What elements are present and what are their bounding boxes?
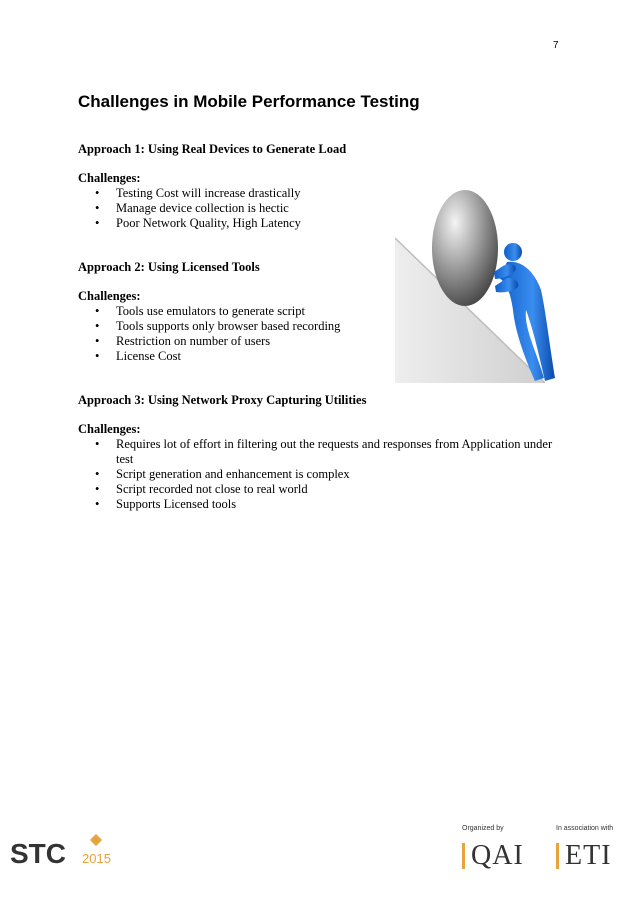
approach-heading: Approach 2: Using Licensed Tools — [78, 260, 260, 274]
list-item: • Requires lot of effort in filtering out the requests and responses from Application under test — [95, 437, 553, 466]
challenges-label: Challenges: — [78, 171, 141, 185]
bullet: • — [95, 482, 100, 496]
bullet: • — [95, 186, 100, 200]
list-item: • Script recorded not close to real world — [95, 482, 308, 496]
list-item: • Restriction on number of users — [95, 334, 271, 348]
page-title: Challenges in Mobile Performance Testing — [78, 92, 420, 111]
bullet: • — [95, 319, 100, 333]
approach-heading: Approach 1: Using Real Devices to Generate Load — [78, 142, 347, 156]
list-item: • Tools supports only browser based recording — [95, 319, 341, 333]
challenges-list — [78, 304, 388, 364]
list-item: • Tools use emulators to generate script — [95, 304, 306, 318]
list-item: • Poor Network Quality, High Latency — [95, 216, 301, 230]
bullet: • — [95, 497, 100, 511]
logo-year: 2015 — [82, 851, 111, 866]
association-block — [556, 825, 613, 872]
list-item: • Manage device collection is hectic — [95, 201, 289, 215]
challenges-label: Challenges: — [78, 422, 141, 436]
bullet: • — [95, 304, 100, 318]
page-number: 7 — [553, 40, 559, 51]
list-item: • License Cost — [95, 349, 181, 363]
organized-by-block — [462, 825, 524, 872]
logo-text: STC — [10, 838, 66, 869]
bullet: • — [95, 467, 100, 481]
sphere-push-illustration — [395, 178, 560, 383]
sphere-shape — [432, 190, 498, 306]
stc-2015-logo — [10, 830, 130, 870]
eti-logo: ETI — [565, 840, 612, 871]
diamond-icon — [90, 834, 102, 846]
challenges-label: Challenges: — [78, 289, 141, 303]
approach-3-section — [78, 393, 558, 512]
approach-heading: Approach 3: Using Network Proxy Capturing Utilities — [78, 393, 367, 407]
bullet: • — [95, 334, 100, 348]
list-item: • Script generation and enhancement is complex — [95, 467, 350, 481]
approach-2-section — [78, 260, 388, 364]
list-item: • Supports Licensed tools — [95, 497, 237, 511]
bullet: • — [95, 216, 100, 230]
qai-logo: QAI — [471, 840, 524, 871]
bullet: • — [95, 349, 100, 363]
bullet: • — [95, 201, 100, 215]
bullet: • — [95, 437, 100, 451]
list-item: • Testing Cost will increase drastically — [95, 186, 301, 200]
challenges-list — [78, 437, 558, 512]
organized-by-label: Organized by — [462, 825, 504, 832]
association-label: In association with — [556, 825, 614, 832]
